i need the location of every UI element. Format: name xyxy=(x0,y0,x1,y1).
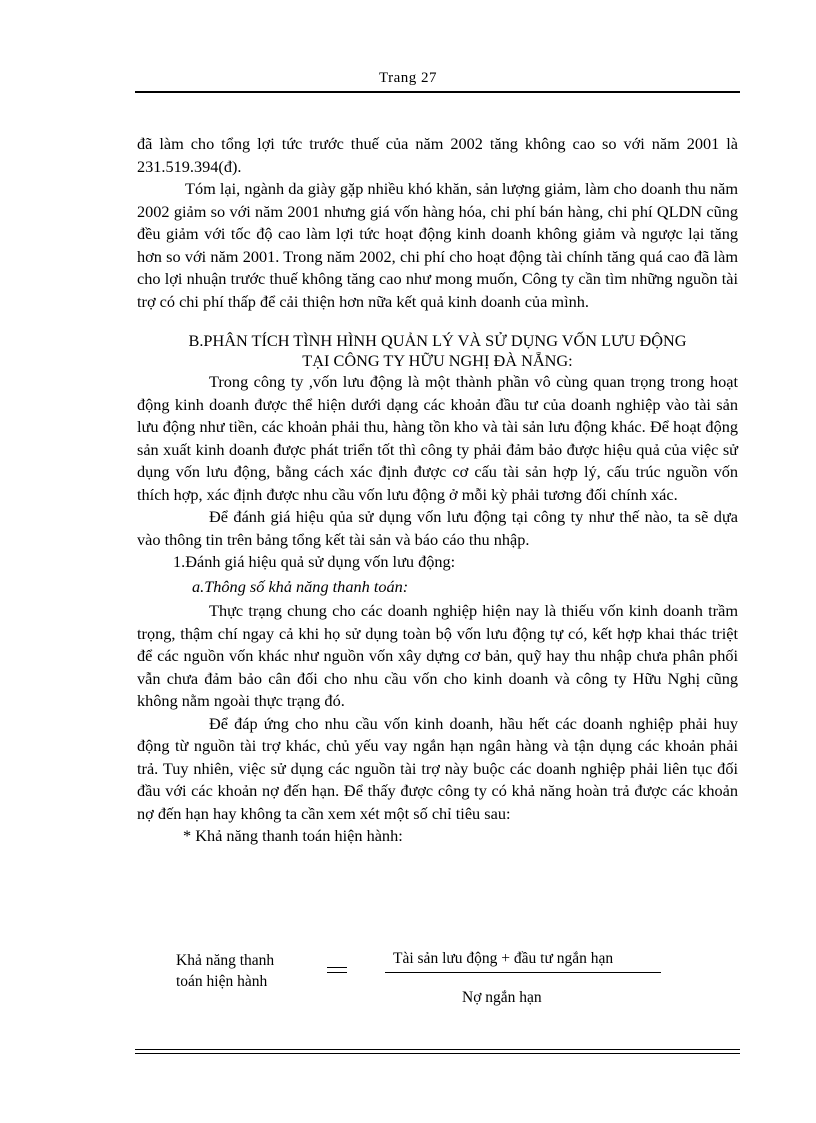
subsection-heading: 1.Đánh giá hiệu quả sử dụng vốn lưu động: xyxy=(173,552,456,571)
section-heading: TẠI CÔNG TY HỮU NGHỊ ĐÀ NẴNG: xyxy=(302,351,573,370)
footer-rule xyxy=(135,1053,740,1054)
subsection-subheading: a.Thông số khả năng thanh toán: xyxy=(192,576,409,596)
paragraph: Để đáp ứng cho nhu cầu vốn kinh doanh, hầu hết các doanh nghiệp phải huy động từ nguồn tài trợ khác, chủ yếu vay ngắn hạn ngân hàng và tận dụng các khoản phải trả. Tuy nhiên, việc sử dụng các nguồn tài trợ này buộc các doanh nghiệp phải liên tục đối đầu với các khoản nợ đến hạn. Để thấy được công ty có khả năng hoàn trả được các khoản nợ đến hạn hay không ta cần xem xét một số chỉ tiêu sau: xyxy=(137,713,738,823)
document-body xyxy=(137,133,738,848)
bullet-item: * Khả năng thanh toán hiện hành: xyxy=(183,826,403,845)
formula-denominator: Nợ ngắn hạn xyxy=(462,989,542,1006)
formula-numerator: Tài sản lưu động + đầu tư ngắn hạn xyxy=(393,950,614,967)
paragraph: đã làm cho tổng lợi tức trước thuế của năm 2002 tăng không cao so với năm 2001 là 231.519.394(đ). xyxy=(137,134,738,176)
paragraph: Thực trạng chung cho các doanh nghiệp hiện nay là thiếu vốn kinh doanh trầm trọng, thậm chí ngay cả khi họ sử dụng toàn bộ vốn lưu động tự có, kết hợp khai thác triệt để các nguồn vốn khác như nguồn vốn xây dựng cơ bản, quỹ hay thu nhập chưa phân phối vẫn chưa đảm bảo cân đối cho nhu cầu vốn cho kinh doanh và công ty Hữu Nghị cũng không nằm ngoài thực trạng đó. xyxy=(137,601,738,710)
paragraph: Trong công ty ,vốn lưu động là một thành phần vô cùng quan trọng trong hoạt động kinh doanh được thể hiện dưới dạng các khoản đầu tư của doanh nghiệp vào tài sản lưu động như tiền, các khoản phải thu, hàng tồn kho và tài sản lưu động khác. Để hoạt động sản xuất kinh doanh được phát triển tốt thì công ty phải đảm bảo được hiệu quả của việc sử dụng vốn lưu động, bằng cách xác định được cơ cấu tài sản hợp lý, cấu trúc nguồn vốn thích hợp, xác định được nhu cầu vốn lưu động ở mỗi kỳ phải tương đối chính xác. xyxy=(137,372,738,504)
formula-label: Khả năng thanh toán hiện hành xyxy=(176,952,275,990)
footer-rule xyxy=(135,1049,740,1050)
paragraph: Tóm lại, ngành da giày gặp nhiều khó khăn, sản lượng giảm, làm cho doanh thu năm 2002 giảm so với năm 2001 nhưng giá vốn hàng hóa, chi phí bán hàng, chi phí QLDN cũng đều giảm với tốc độ cao làm lợi tức hoạt động kinh doanh không giảm và ngược lại tăng hơn so với năm 2001. Trong năm 2002, chi phí cho hoạt động tài chính tăng quá cao đã làm cho lợi nhuận trước thuế không tăng cao như mong muốn, Công ty cần tìm những nguồn tài trợ có chi phí thấp để cải thiện hơn nữa kết quả kinh doanh của mình. xyxy=(137,179,738,311)
header-rule xyxy=(135,91,740,93)
ratio-formula xyxy=(176,950,696,1020)
paragraph: Để đánh giá hiệu qủa sử dụng vốn lưu động tại công ty như thế nào, ta sẽ dựa vào thông tin trên bảng tổng kết tài sản và báo cáo thu nhập. xyxy=(137,507,738,549)
equals-sign xyxy=(327,967,347,977)
page-number-header: Trang 27 xyxy=(378,70,438,86)
section-heading: B.PHÂN TÍCH TÌNH HÌNH QUẢN LÝ VÀ SỬ DỤNG VỐN LƯU ĐỘNG xyxy=(188,331,687,350)
fraction-bar xyxy=(385,972,661,973)
